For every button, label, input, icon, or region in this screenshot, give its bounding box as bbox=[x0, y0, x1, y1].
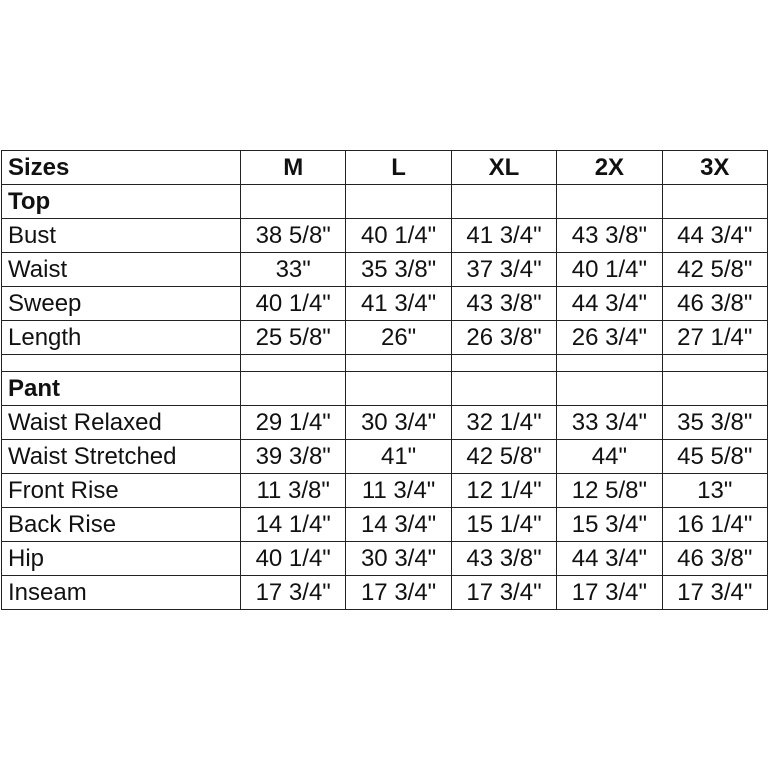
empty-cell bbox=[451, 355, 556, 372]
empty-cell bbox=[241, 355, 346, 372]
table-row bbox=[2, 321, 768, 355]
table-row bbox=[2, 440, 768, 474]
table-row bbox=[2, 542, 768, 576]
measurement-value: 17 3/4" bbox=[241, 576, 346, 610]
measurement-value: 29 1/4" bbox=[241, 406, 346, 440]
measurement-value: 14 3/4" bbox=[346, 508, 451, 542]
measurement-label: Sweep bbox=[2, 287, 241, 321]
section-title: Top bbox=[2, 185, 241, 219]
empty-cell bbox=[557, 355, 662, 372]
measurement-value: 37 3/4" bbox=[451, 253, 556, 287]
section-header-row bbox=[2, 185, 768, 219]
measurement-value: 44 3/4" bbox=[557, 542, 662, 576]
measurement-value: 17 3/4" bbox=[662, 576, 767, 610]
measurement-value: 40 1/4" bbox=[241, 542, 346, 576]
empty-cell bbox=[662, 355, 767, 372]
measurement-label: Waist Stretched bbox=[2, 440, 241, 474]
measurement-value: 33 3/4" bbox=[557, 406, 662, 440]
table-row bbox=[2, 253, 768, 287]
table-row bbox=[2, 576, 768, 610]
measurement-value: 13" bbox=[662, 474, 767, 508]
measurement-value: 42 5/8" bbox=[451, 440, 556, 474]
measurement-value: 38 5/8" bbox=[241, 219, 346, 253]
measurement-value: 11 3/4" bbox=[346, 474, 451, 508]
measurement-label: Back Rise bbox=[2, 508, 241, 542]
measurement-value: 17 3/4" bbox=[557, 576, 662, 610]
measurement-value: 41" bbox=[346, 440, 451, 474]
measurement-value: 41 3/4" bbox=[346, 287, 451, 321]
measurement-value: 44 3/4" bbox=[662, 219, 767, 253]
measurement-value: 26" bbox=[346, 321, 451, 355]
measurement-value: 43 3/8" bbox=[557, 219, 662, 253]
measurement-label: Bust bbox=[2, 219, 241, 253]
measurement-value: 40 1/4" bbox=[346, 219, 451, 253]
measurement-value: 26 3/4" bbox=[557, 321, 662, 355]
empty-cell bbox=[346, 372, 451, 406]
size-header-3x: 3X bbox=[662, 151, 767, 185]
header-row bbox=[2, 151, 768, 185]
measurement-value: 32 1/4" bbox=[451, 406, 556, 440]
measurement-value: 25 5/8" bbox=[241, 321, 346, 355]
measurement-value: 26 3/8" bbox=[451, 321, 556, 355]
measurement-label: Length bbox=[2, 321, 241, 355]
measurement-value: 43 3/8" bbox=[451, 542, 556, 576]
measurement-value: 35 3/8" bbox=[346, 253, 451, 287]
measurement-value: 12 5/8" bbox=[557, 474, 662, 508]
corner-label: Sizes bbox=[2, 151, 241, 185]
measurement-value: 44" bbox=[557, 440, 662, 474]
measurement-label: Inseam bbox=[2, 576, 241, 610]
empty-cell bbox=[241, 185, 346, 219]
measurement-value: 40 1/4" bbox=[557, 253, 662, 287]
measurement-value: 45 5/8" bbox=[662, 440, 767, 474]
measurement-value: 12 1/4" bbox=[451, 474, 556, 508]
table-row bbox=[2, 219, 768, 253]
empty-cell bbox=[346, 185, 451, 219]
measurement-value: 43 3/8" bbox=[451, 287, 556, 321]
table-row bbox=[2, 406, 768, 440]
section-spacer-row bbox=[2, 355, 768, 372]
size-chart-body bbox=[2, 185, 768, 610]
section-header-row bbox=[2, 372, 768, 406]
empty-cell bbox=[241, 372, 346, 406]
size-header-l: L bbox=[346, 151, 451, 185]
empty-cell bbox=[2, 355, 241, 372]
measurement-value: 42 5/8" bbox=[662, 253, 767, 287]
empty-cell bbox=[451, 372, 556, 406]
measurement-label: Waist Relaxed bbox=[2, 406, 241, 440]
empty-cell bbox=[557, 185, 662, 219]
table-row bbox=[2, 474, 768, 508]
measurement-value: 35 3/8" bbox=[662, 406, 767, 440]
measurement-value: 39 3/8" bbox=[241, 440, 346, 474]
measurement-value: 11 3/8" bbox=[241, 474, 346, 508]
size-header-2x: 2X bbox=[557, 151, 662, 185]
empty-cell bbox=[662, 372, 767, 406]
section-title: Pant bbox=[2, 372, 241, 406]
table-row bbox=[2, 287, 768, 321]
size-chart-table bbox=[1, 150, 768, 610]
measurement-value: 15 3/4" bbox=[557, 508, 662, 542]
measurement-label: Hip bbox=[2, 542, 241, 576]
empty-cell bbox=[557, 372, 662, 406]
table-row bbox=[2, 508, 768, 542]
measurement-value: 17 3/4" bbox=[346, 576, 451, 610]
measurement-label: Waist bbox=[2, 253, 241, 287]
measurement-value: 14 1/4" bbox=[241, 508, 346, 542]
measurement-value: 33" bbox=[241, 253, 346, 287]
empty-cell bbox=[662, 185, 767, 219]
measurement-value: 44 3/4" bbox=[557, 287, 662, 321]
measurement-value: 27 1/4" bbox=[662, 321, 767, 355]
measurement-value: 15 1/4" bbox=[451, 508, 556, 542]
measurement-value: 17 3/4" bbox=[451, 576, 556, 610]
measurement-value: 46 3/8" bbox=[662, 542, 767, 576]
measurement-value: 30 3/4" bbox=[346, 406, 451, 440]
empty-cell bbox=[346, 355, 451, 372]
empty-cell bbox=[451, 185, 556, 219]
size-header-m: M bbox=[241, 151, 346, 185]
measurement-value: 30 3/4" bbox=[346, 542, 451, 576]
measurement-value: 40 1/4" bbox=[241, 287, 346, 321]
measurement-label: Front Rise bbox=[2, 474, 241, 508]
size-header-xl: XL bbox=[451, 151, 556, 185]
size-chart-header bbox=[2, 151, 768, 185]
measurement-value: 41 3/4" bbox=[451, 219, 556, 253]
measurement-value: 16 1/4" bbox=[662, 508, 767, 542]
measurement-value: 46 3/8" bbox=[662, 287, 767, 321]
